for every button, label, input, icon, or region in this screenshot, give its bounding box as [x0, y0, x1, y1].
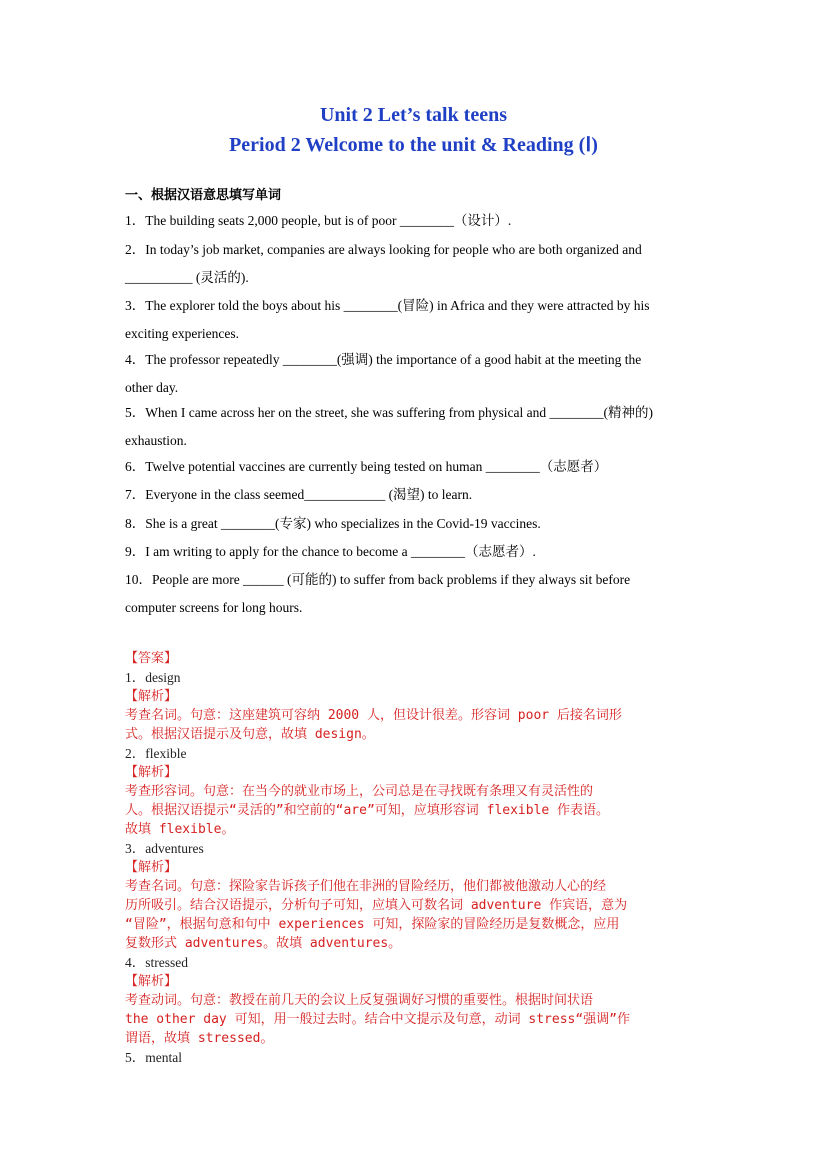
analysis-line: 历所吸引。结合汉语提示，分析句子可知，应填入可数名词 adventure 作宾语，意为 — [125, 898, 628, 913]
analysis-label: 【解析】 — [125, 860, 178, 875]
section-heading: 一、根据汉语意思填写单词 — [125, 188, 282, 203]
analysis-line: 故填 flexible。 — [125, 822, 235, 837]
question-5: 5．When I came across her on the street, she was suffering from physical and ________(精神的) exhaustion. — [125, 405, 653, 448]
question-10: 10．People are more ______ (可能的) to suffer from back problems if they always sit before computer screens for long hours. — [125, 572, 631, 615]
question-2: 2．In today’s job market, companies are always looking for people who are both organized and __________ (灵活的). — [125, 242, 642, 285]
question-1: 1．The building seats 2,000 people, but is of poor ________（设计）. — [125, 213, 512, 228]
question-6: 6．Twelve potential vaccines are currently being tested on human ________（志愿者） — [125, 459, 608, 474]
analysis-line: “冒险”，根据句意和句中 experiences 可知，探险家的冒险经历是复数概念，应用 — [125, 917, 620, 932]
answer-2: 2．flexible — [125, 746, 187, 761]
analysis-line: 考查动词。句意：教授在前几天的会议上反复强调好习惯的重要性。根据时间状语 — [125, 993, 594, 1008]
answer-1: 1．design — [125, 670, 181, 685]
analysis-label: 【解析】 — [125, 765, 178, 780]
analysis-label: 【解析】 — [125, 689, 178, 704]
question-4: 4．The professor repeatedly ________(强调) the importance of a good habit at the meeting the other day. — [125, 352, 642, 395]
answer-label: 【答案】 — [125, 651, 178, 666]
answer-section — [125, 649, 715, 1067]
analysis-line: 式。根据汉语提示及句意，故填 design。 — [125, 727, 375, 742]
question-3: 3．The explorer told the boys about his ________(冒险) in Africa and they were attracted by his exciting experiences. — [125, 298, 650, 341]
period-title: Period 2 Welcome to the unit & Reading (Ⅰ) — [229, 134, 598, 156]
analysis-label: 【解析】 — [125, 974, 178, 989]
unit-title: Unit 2 Let’s talk teens — [319, 104, 508, 126]
question-8: 8．She is a great ________(专家) who specializes in the Covid-19 vaccines. — [125, 516, 541, 531]
question-9: 9．I am writing to apply for the chance to become a ________（志愿者）. — [125, 544, 536, 559]
answer-3: 3．adventures — [125, 841, 204, 856]
analysis-line: 复数形式 adventures。故填 adventures。 — [125, 936, 402, 951]
analysis-line: 考查名词。句意：这座建筑可容纳 2000 人，但设计很差。形容词 poor 后接名词形 — [125, 708, 622, 723]
answer-4: 4．stressed — [125, 955, 188, 970]
question-7: 7．Everyone in the class seemed____________ (渴望) to learn. — [125, 487, 473, 502]
analysis-line: 人。根据汉语提示“灵活的”和空前的“are”可知，应填形容词 flexible 作表语。 — [125, 803, 610, 818]
analysis-line: 考查名词。句意：探险家告诉孩子们他在非洲的冒险经历，他们都被他激动人心的经 — [125, 879, 607, 894]
analysis-line: 谓语，故填 stressed。 — [125, 1031, 274, 1046]
analysis-line: the other day 可知，用一般过去时。结合中文提示及句意，动词 stress“强调”作 — [125, 1012, 631, 1027]
answer-5: 5．mental — [125, 1050, 182, 1065]
analysis-line: 考查形容词。句意：在当今的就业市场上，公司总是在寻找既有条理又有灵活性的 — [125, 784, 594, 799]
